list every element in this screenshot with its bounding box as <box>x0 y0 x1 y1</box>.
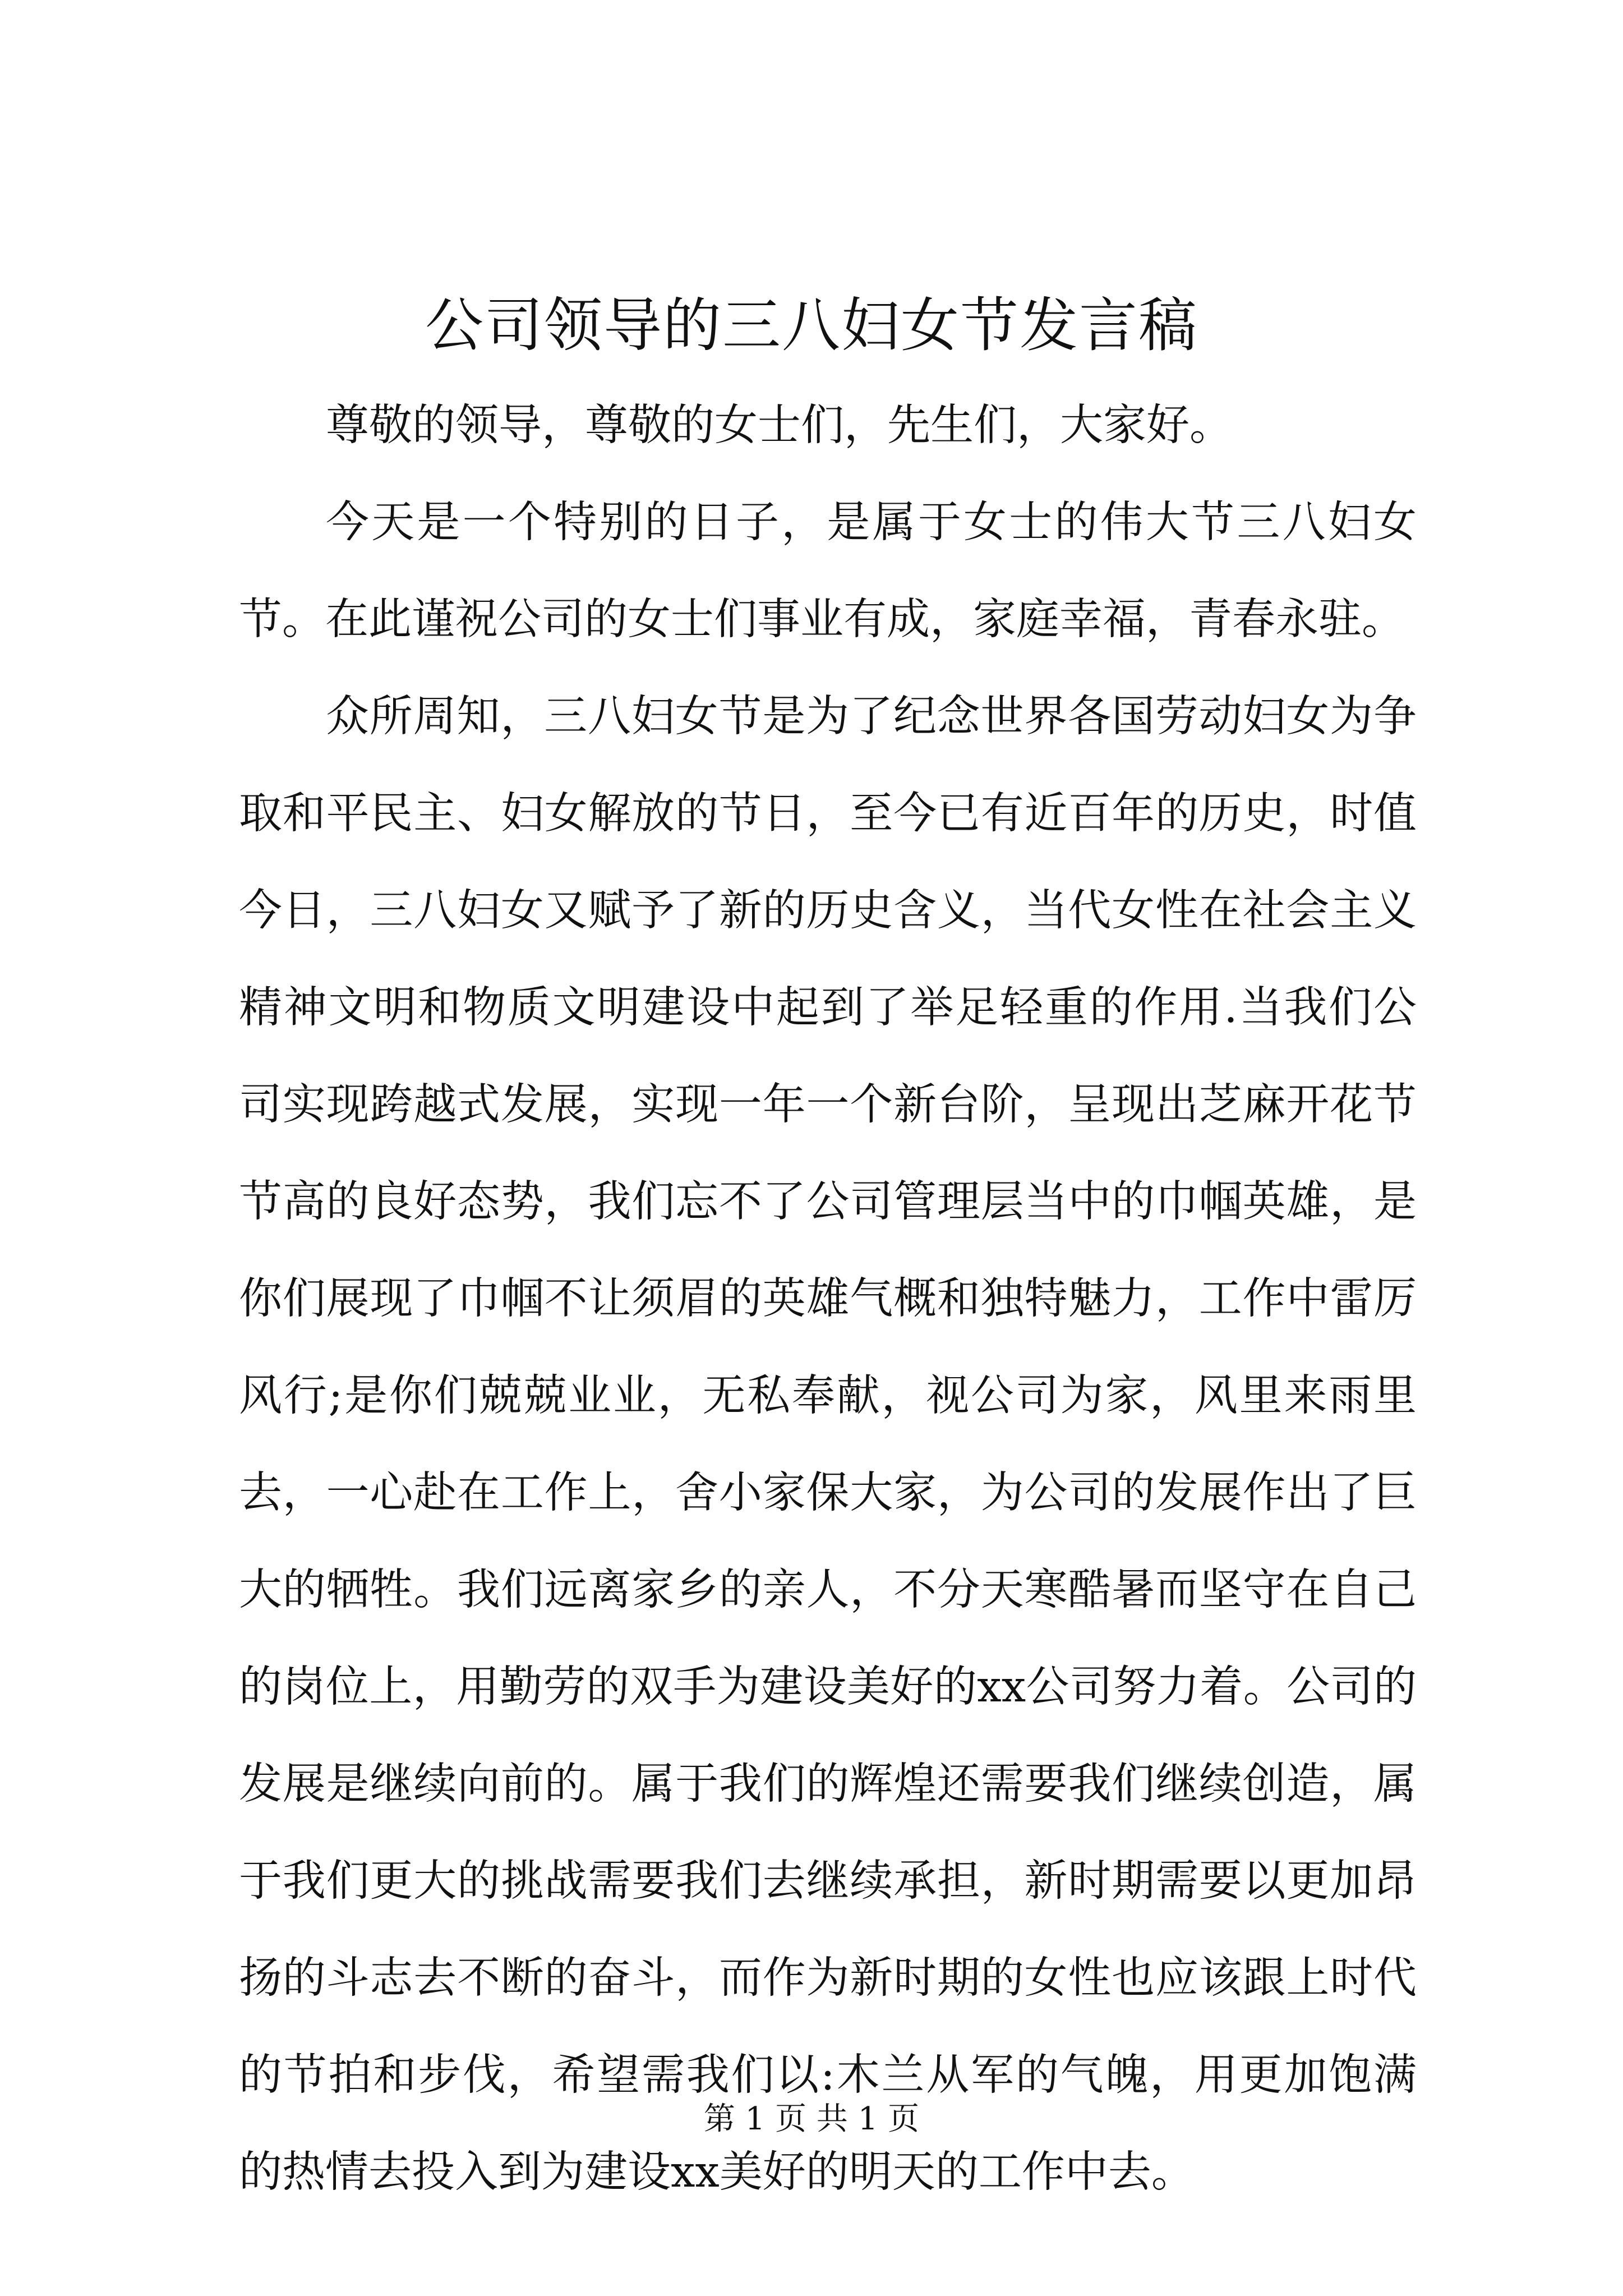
paragraph-wishes: 今天是一个特别的日子，是属于女士的伟大节三八妇女节。在此谨祝公司的女士们事业有成，家庭幸福，青春永驻。 <box>239 498 1417 645</box>
document-title: 公司领导的三八妇女节发言稿 <box>425 291 1198 360</box>
page-number-footer: 第 1 页 共 1 页 <box>703 2101 920 2137</box>
paragraph-main: 众所周知，三八妇女节是为了纪念世界各国劳动妇女为争取和平民主、妇女解放的节日，至今已有近百年的历史，时值今日，三八妇女又赋予了新的历史含义，当代女性在社会主义精神文明和物质文明建设中起到了举足轻重的作用.当我们公司实现跨越式发展，实现一年一个新台阶，呈现出芝麻开花节节高的良好态势，我们忘不了公司管理层当中的巾帼英雄，是你们展现了巾帼不让须眉的英雄气概和独特魅力，工作中雷厉风行;是你们兢兢业业，无私奉献，视公司为家，风里来雨里去，一心赴在工作上，舍小家保大家，为公司的发展作出了巨大的牺牲。我们远离家乡的亲人，不分天寒酷暑而坚守在自己的岗位上，用勤劳的双手为建设美好的xx公司努力着。公司的发展是继续向前的。属于我们的辉煌还需要我们继续创造，属于我们更大的挑战需要我们去继续承担，新时期需要以更加昂扬的斗志去不断的奋斗，而作为新时期的女性也应该跟上时代的节拍和步伐，希望需我们以:木兰从军的气魄，用更加饱满的热情去投入到为建设xx美好的明天的工作中去。 <box>239 692 1417 2197</box>
document-body <box>239 377 1417 2221</box>
paragraph-greeting: 尊敬的领导，尊敬的女士们，先生们，大家好。 <box>326 401 1233 450</box>
